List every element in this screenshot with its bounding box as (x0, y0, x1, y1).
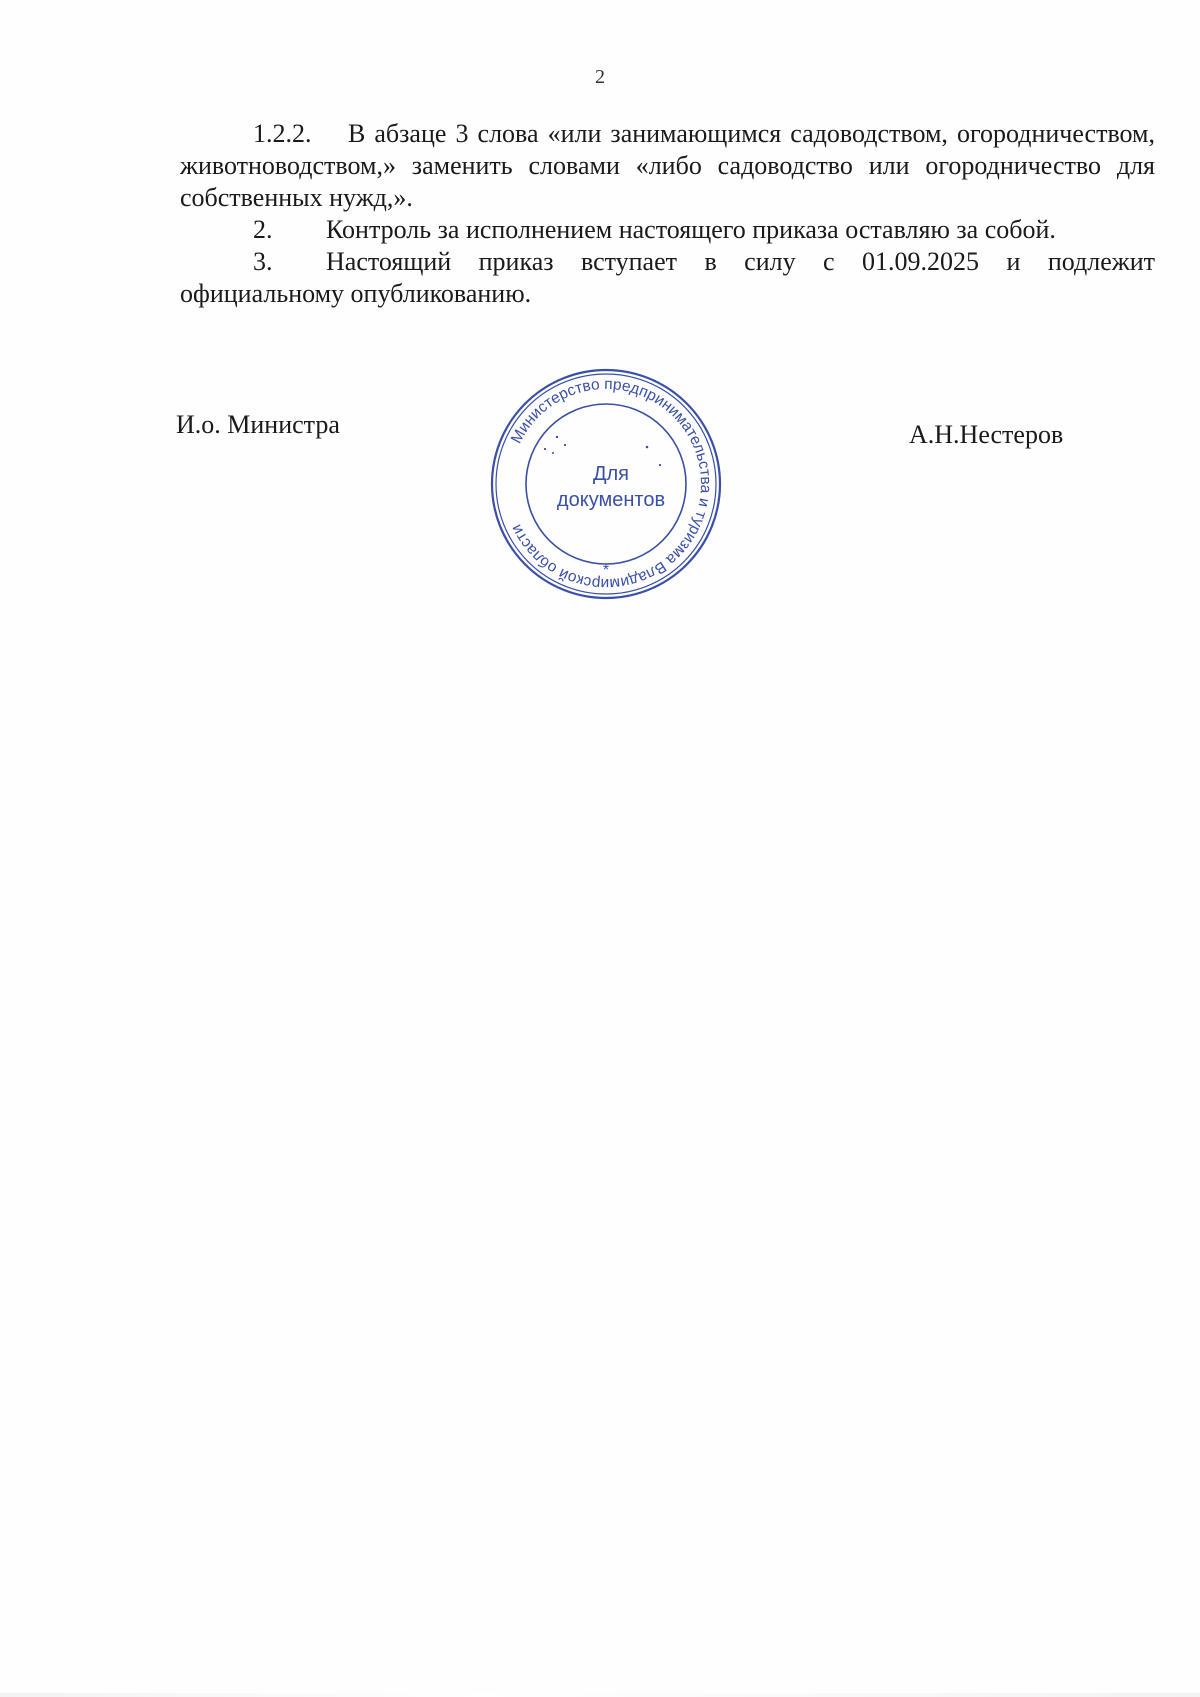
paragraph-text: Контроль за исполнением настоящего приказа оставляю за собой. (326, 215, 1056, 244)
signatory-position: И.о. Министра (176, 410, 340, 439)
seal-specks (544, 436, 661, 466)
seal-ring-text: Министерство предпринимательства и туризма Владимирской области (507, 375, 715, 593)
seal-graphic (487, 365, 725, 603)
document-body (180, 118, 1155, 310)
scan-bottom-edge (0, 1693, 1200, 1697)
paragraph-number: 3. (253, 247, 273, 276)
seal-star: * (602, 562, 610, 579)
paragraph-number: 2. (253, 215, 273, 244)
paragraph-text: Настоящий приказ вступает в силу с 01.09.2025 и подлежит официальному опубликованию. (180, 247, 1155, 308)
page-number: 2 (595, 66, 605, 88)
paragraph-2 (180, 214, 1155, 246)
paragraph-number: 1.2.2. (253, 119, 312, 148)
seal-center-line1: Для (592, 463, 630, 485)
paragraph-1-2-2 (180, 118, 1155, 214)
signatory-name: А.Н.Нестеров (909, 420, 1064, 449)
seal-center-line2: документов (556, 489, 666, 511)
official-seal (487, 365, 725, 603)
paragraph-3 (180, 246, 1155, 310)
paragraph-text: В абзаце 3 слова «или занимающимся садоводством, огородничеством, животноводством,» заменить словами «либо садоводство или огородничество для собственных нужд,». (180, 119, 1155, 212)
